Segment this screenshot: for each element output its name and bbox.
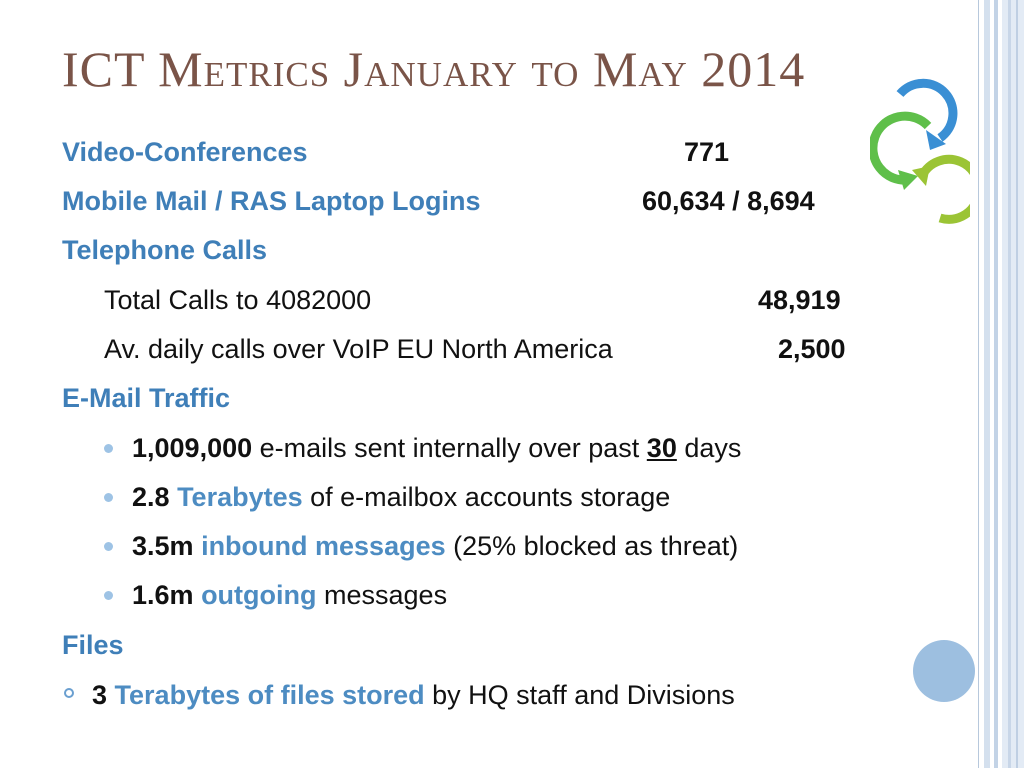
side-stripe <box>994 0 998 768</box>
bullet-icon <box>104 591 113 600</box>
days-count: 30 <box>646 433 677 463</box>
mobile-mail-value: 60,634 / 8,694 <box>642 186 815 216</box>
storage-amount: 2.8 <box>132 482 170 512</box>
voip-calls-value: 2,500 <box>778 334 846 364</box>
list-item <box>0 575 980 615</box>
outgoing-label: outgoing <box>201 580 317 610</box>
list-item <box>0 428 980 468</box>
side-stripe <box>1016 0 1018 768</box>
emails-sent-count: 1,009,000 <box>132 433 253 463</box>
side-stripe <box>1002 0 1024 768</box>
inbound-count: 3.5m <box>132 531 194 561</box>
bullet-icon <box>104 493 113 502</box>
outgoing-text: messages <box>316 580 448 610</box>
files-text: by HQ staff and Divisions <box>424 680 735 710</box>
inbound-label: inbound messages <box>201 531 446 561</box>
files-accent: Terabytes of files stored <box>114 680 425 710</box>
ring-bullet-icon <box>64 688 74 698</box>
storage-unit: Terabytes <box>177 482 303 512</box>
list-item <box>0 477 980 517</box>
list-item <box>0 526 980 566</box>
circle-decoration <box>913 640 975 702</box>
side-stripe <box>984 0 990 768</box>
video-conferences-label: Video-Conferences <box>62 137 308 167</box>
storage-text: of e-mailbox accounts storage <box>302 482 671 512</box>
bullet-icon <box>104 542 113 551</box>
days-text: days <box>676 433 742 463</box>
video-conferences-value: 771 <box>684 137 730 167</box>
emails-sent-text: e-mails sent internally over past <box>252 433 647 463</box>
slide-title: ICT Metrics January to May 2014 <box>62 41 806 97</box>
outgoing-count: 1.6m <box>132 580 194 610</box>
mobile-mail-label: Mobile Mail / RAS Laptop Logins <box>62 186 481 216</box>
voip-calls-label: Av. daily calls over VoIP EU North America <box>104 334 613 364</box>
telephone-calls-label: Telephone Calls <box>62 235 268 265</box>
total-calls-label: Total Calls to 4082000 <box>104 285 372 315</box>
email-traffic-label: E-Mail Traffic <box>62 383 231 413</box>
files-count: 3 <box>92 680 108 710</box>
side-stripe <box>1008 0 1011 768</box>
list-item <box>0 675 980 715</box>
inbound-text: (25% blocked as threat) <box>445 531 739 561</box>
files-label: Files <box>62 630 124 660</box>
bullet-icon <box>104 444 113 453</box>
total-calls-value: 48,919 <box>758 285 841 315</box>
